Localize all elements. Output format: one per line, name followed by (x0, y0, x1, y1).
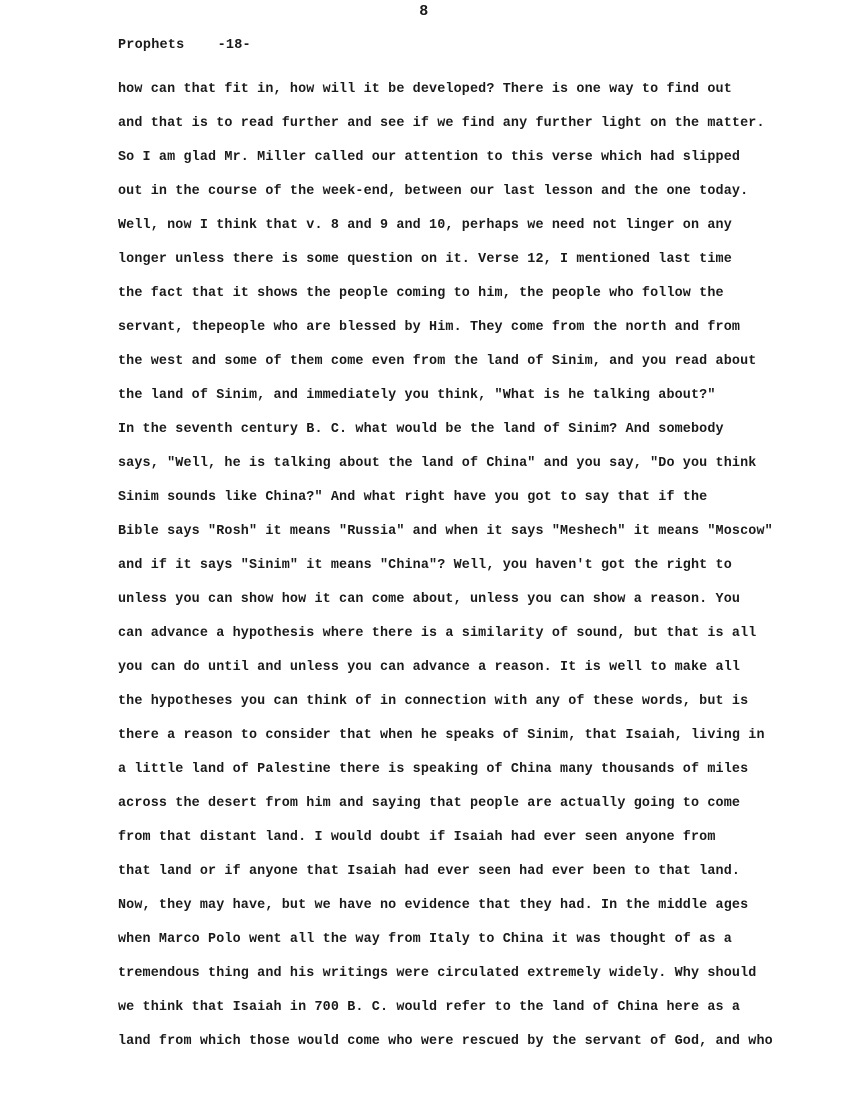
text-line: Sinim sounds like China?" And what right have you got to say that if the (118, 490, 708, 505)
text-line: there a reason to consider that when he speaks of Sinim, that Isaiah, living in (118, 728, 765, 743)
text-line: a little land of Palestine there is speaking of China many thousands of miles (118, 762, 749, 777)
text-line: tremendous thing and his writings were circulated extremely widely. Why should (118, 966, 757, 981)
text-line: and if it says "Sinim" it means "China"? Well, you haven't got the right to (118, 558, 732, 573)
text-line: how can that fit in, how will it be developed? There is one way to find out (118, 82, 732, 97)
text-line: Now, they may have, but we have no evidence that they had. In the middle ages (118, 898, 749, 913)
text-line: the fact that it shows the people coming to him, the people who follow the (118, 286, 724, 301)
text-line: the west and some of them come even from the land of Sinim, and you read about (118, 354, 757, 369)
text-line: the hypotheses you can think of in connection with any of these words, but is (118, 694, 749, 709)
text-line: Well, now I think that v. 8 and 9 and 10, perhaps we need not linger on any (118, 218, 732, 233)
text-line: unless you can show how it can come about, unless you can show a reason. You (118, 592, 741, 607)
text-line: In the seventh century B. C. what would be the land of Sinim? And somebody (118, 422, 724, 437)
page-header: Prophets -18- (118, 38, 251, 53)
text-line: says, "Well, he is talking about the land of China" and you say, "Do you think (118, 456, 757, 471)
text-line: Bible says "Rosh" it means "Russia" and when it says "Meshech" it means "Moscow" (118, 524, 773, 539)
text-line: out in the course of the week-end, between our last lesson and the one today. (118, 184, 749, 199)
text-line: we think that Isaiah in 700 B. C. would refer to the land of China here as a (118, 1000, 741, 1015)
text-line: land from which those would come who were rescued by the servant of God, and who (118, 1034, 773, 1049)
text-line: servant, thepeople who are blessed by Him. They come from the north and from (118, 320, 741, 335)
text-line: from that distant land. I would doubt if Isaiah had ever seen anyone from (118, 830, 716, 845)
text-line: you can do until and unless you can advance a reason. It is well to make all (118, 660, 741, 675)
text-line: and that is to read further and see if we find any further light on the matter. (118, 116, 765, 131)
text-line: across the desert from him and saying that people are actually going to come (118, 796, 741, 811)
text-line: when Marco Polo went all the way from Italy to China it was thought of as a (118, 932, 732, 947)
text-line: So I am glad Mr. Miller called our attention to this verse which had slipped (118, 150, 741, 165)
text-line: the land of Sinim, and immediately you think, "What is he talking about?" (118, 388, 716, 403)
page-number: 8 (419, 3, 429, 20)
text-line: can advance a hypothesis where there is a similarity of sound, but that is all (118, 626, 757, 641)
text-line: that land or if anyone that Isaiah had ever seen had ever been to that land. (118, 864, 741, 879)
text-line: longer unless there is some question on it. Verse 12, I mentioned last time (118, 252, 732, 267)
body-text (118, 73, 818, 1059)
